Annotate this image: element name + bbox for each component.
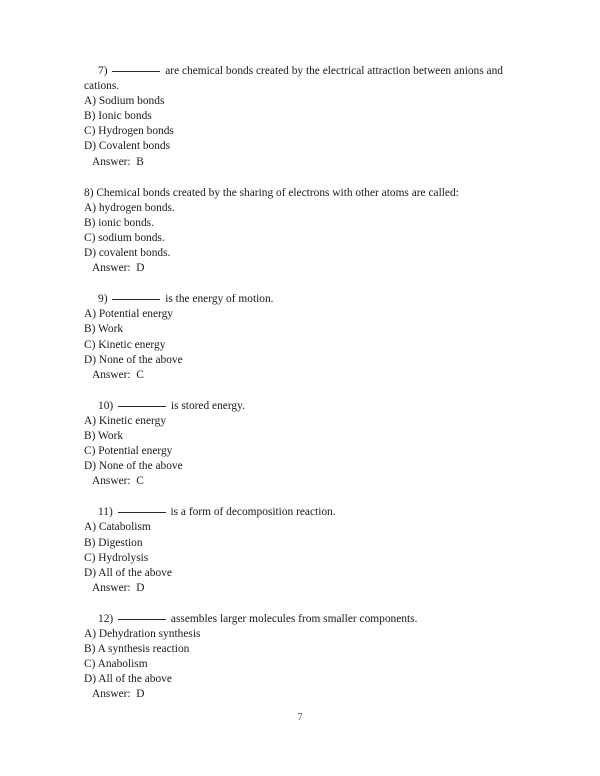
- question-text: is a form of decomposition reaction.: [170, 506, 336, 519]
- question-number: 8) Chemical bonds created by the sharing of electrons with other atoms are called:: [84, 186, 459, 199]
- answer-choice[interactable]: D) covalent bonds.: [84, 247, 171, 260]
- answer-choice[interactable]: B) Ionic bonds: [84, 110, 152, 123]
- question-text: are chemical bonds created by the electrical attraction between anions and cations.: [84, 65, 503, 93]
- answer-choice[interactable]: A) Sodium bonds: [84, 95, 165, 108]
- fill-in-blank: [112, 71, 160, 72]
- question-number: 12): [98, 612, 114, 625]
- answer-choice[interactable]: A) Catabolism: [84, 521, 151, 534]
- answer-choice[interactable]: C) Kinetic energy: [84, 338, 166, 351]
- fill-in-blank: [112, 299, 160, 300]
- question-stem: [84, 186, 508, 201]
- answer-choice[interactable]: D) None of the above: [84, 353, 183, 366]
- answer-choice[interactable]: B) A synthesis reaction: [84, 643, 190, 656]
- question-block: [84, 399, 508, 490]
- answer-choice[interactable]: C) sodium bonds.: [84, 231, 165, 244]
- answer-choice[interactable]: B) Work: [84, 429, 124, 442]
- answer-choice[interactable]: D) None of the above: [84, 460, 183, 473]
- question-block: [84, 186, 508, 277]
- question-block: [84, 612, 508, 703]
- question-number: 10): [98, 399, 114, 412]
- question-stem: [84, 399, 508, 414]
- fill-in-blank: [118, 619, 166, 620]
- answer-choice[interactable]: A) Potential energy: [84, 308, 173, 321]
- fill-in-blank: [118, 512, 166, 513]
- question-stem: [84, 64, 508, 94]
- answer-choice[interactable]: A) Kinetic energy: [84, 414, 167, 427]
- answer-choice[interactable]: D) Covalent bonds: [84, 140, 171, 153]
- answer-line: Answer: D: [92, 688, 145, 701]
- answer-choice[interactable]: C) Hydrogen bonds: [84, 125, 174, 138]
- question-block: [84, 505, 508, 596]
- answer-choice[interactable]: D) All of the above: [84, 566, 172, 579]
- answer-choice[interactable]: C) Anabolism: [84, 658, 148, 671]
- question-text: is stored energy.: [170, 399, 245, 412]
- answer-choice[interactable]: B) Work: [84, 323, 124, 336]
- answer-line: Answer: B: [92, 155, 144, 168]
- answer-choice[interactable]: A) Dehydration synthesis: [84, 628, 201, 640]
- answer-line: Answer: D: [92, 581, 145, 594]
- answer-choice[interactable]: C) Potential energy: [84, 445, 173, 458]
- question-stem: [84, 292, 508, 307]
- answer-line: Answer: C: [92, 475, 144, 488]
- question-text: is the energy of motion.: [165, 293, 274, 306]
- question-block: [84, 292, 508, 383]
- question-stem: [84, 612, 508, 627]
- answer-line: Answer: D: [92, 262, 145, 275]
- page-number: 7: [297, 712, 303, 723]
- answer-choice[interactable]: C) Hydrolysis: [84, 551, 149, 564]
- question-stem: [84, 505, 508, 520]
- question-list: [84, 64, 508, 718]
- answer-choice[interactable]: B) Digestion: [84, 536, 143, 549]
- answer-choice[interactable]: B) ionic bonds.: [84, 216, 154, 229]
- answer-choice[interactable]: D) All of the above: [84, 673, 172, 686]
- answer-choice[interactable]: A) hydrogen bonds.: [84, 201, 175, 214]
- question-block: [84, 64, 508, 170]
- answer-line: Answer: C: [92, 368, 144, 381]
- fill-in-blank: [118, 406, 166, 407]
- question-text: assembles larger molecules from smaller components.: [170, 612, 418, 625]
- question-number: 11): [98, 506, 113, 519]
- question-number: 7): [98, 65, 108, 77]
- question-number: 9): [98, 293, 108, 306]
